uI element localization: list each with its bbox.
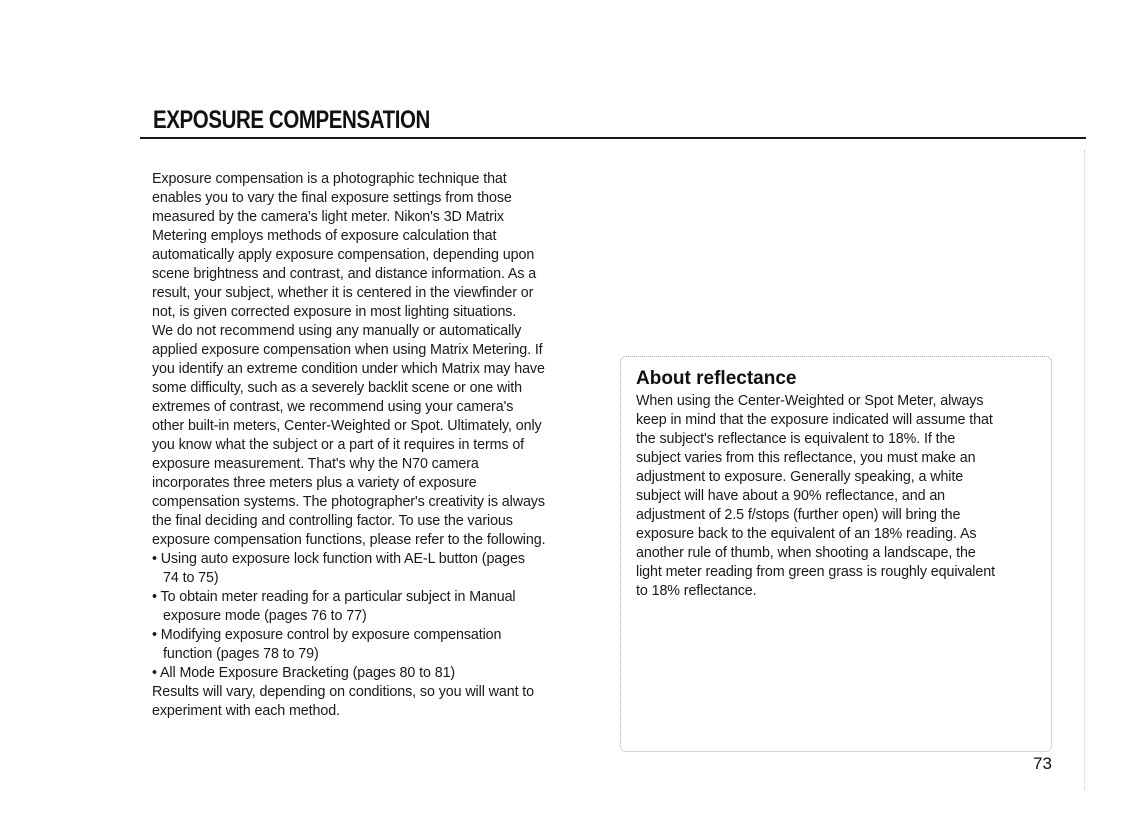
sidebar-line: exposure back to the equivalent of an 18% reading. As <box>636 526 977 542</box>
page-number: 73 <box>1033 754 1052 773</box>
body-line: the final deciding and controlling factor. To use the various <box>152 513 513 529</box>
sidebar-line: adjustment to exposure. Generally speaking, a white <box>636 469 964 485</box>
bullet-item: • To obtain meter reading for a particular subject in Manual <box>152 589 516 605</box>
body-line: exposure measurement. That's why the N70 camera <box>152 456 479 472</box>
body-line: enables you to vary the final exposure settings from those <box>152 190 512 206</box>
body-line: Metering employs methods of exposure calculation that <box>152 228 497 244</box>
body-line: you know what the subject or a part of it requires in terms of <box>152 437 525 453</box>
bullet-item-continuation: function (pages 78 to 79) <box>163 646 319 662</box>
sidebar-line: another rule of thumb, when shooting a landscape, the <box>636 545 976 561</box>
bullet-item: • Modifying exposure control by exposure compensation <box>152 627 502 643</box>
body-line: incorporates three meters plus a variety of exposure <box>152 475 477 491</box>
page-edge-line <box>1084 150 1085 790</box>
sidebar-heading: About reflectance <box>636 368 797 389</box>
title-rule <box>140 137 1086 139</box>
sidebar-line: the subject's reflectance is equivalent to 18%. If the <box>636 431 956 447</box>
body-line: other built-in meters, Center-Weighted or Spot. Ultimately, only <box>152 418 542 434</box>
body-line: compensation systems. The photographer's creativity is always <box>152 494 545 510</box>
sidebar-line: keep in mind that the exposure indicated will assume that <box>636 412 993 428</box>
sidebar-line: When using the Center-Weighted or Spot Meter, always <box>636 393 984 409</box>
body-line: applied exposure compensation when using Matrix Metering. If <box>152 342 543 358</box>
closing-line: Results will vary, depending on conditions, so you will want to <box>152 684 535 700</box>
body-line: measured by the camera's light meter. Nikon's 3D Matrix <box>152 209 504 225</box>
bullet-item-continuation: exposure mode (pages 76 to 77) <box>163 608 367 624</box>
main-text-column <box>152 170 597 721</box>
body-line: result, your subject, whether it is centered in the viewfinder or <box>152 285 534 301</box>
body-line: exposure compensation functions, please refer to the following. <box>152 532 546 548</box>
sidebar-text <box>636 392 1048 601</box>
sidebar-line: subject will have about a 90% reflectance, and an <box>636 488 946 504</box>
body-line: Exposure compensation is a photographic technique that <box>152 171 507 187</box>
body-line: extremes of contrast, we recommend using your camera's <box>152 399 514 415</box>
body-line: you identify an extreme condition under which Matrix may have <box>152 361 545 377</box>
body-line: We do not recommend using any manually or automatically <box>152 323 522 339</box>
bullet-item: • Using auto exposure lock function with AE-L button (pages <box>152 551 525 567</box>
body-line: automatically apply exposure compensation, depending upon <box>152 247 535 263</box>
sidebar-line: to 18% reflectance. <box>636 583 757 599</box>
sidebar-line: adjustment of 2.5 f/stops (further open) will bring the <box>636 507 961 523</box>
bullet-item: • All Mode Exposure Bracketing (pages 80 to 81) <box>152 665 456 681</box>
page-title: EXPOSURE COMPENSATION <box>153 106 430 134</box>
body-line: scene brightness and contrast, and distance information. As a <box>152 266 537 282</box>
body-line: not, is given corrected exposure in most lighting situations. <box>152 304 517 320</box>
closing-line: experiment with each method. <box>152 703 340 719</box>
sidebar-line: subject varies from this reflectance, you must make an <box>636 450 976 466</box>
body-line: some difficulty, such as a severely backlit scene or one with <box>152 380 523 396</box>
bullet-item-continuation: 74 to 75) <box>163 570 219 586</box>
sidebar-line: light meter reading from green grass is roughly equivalent <box>636 564 995 580</box>
